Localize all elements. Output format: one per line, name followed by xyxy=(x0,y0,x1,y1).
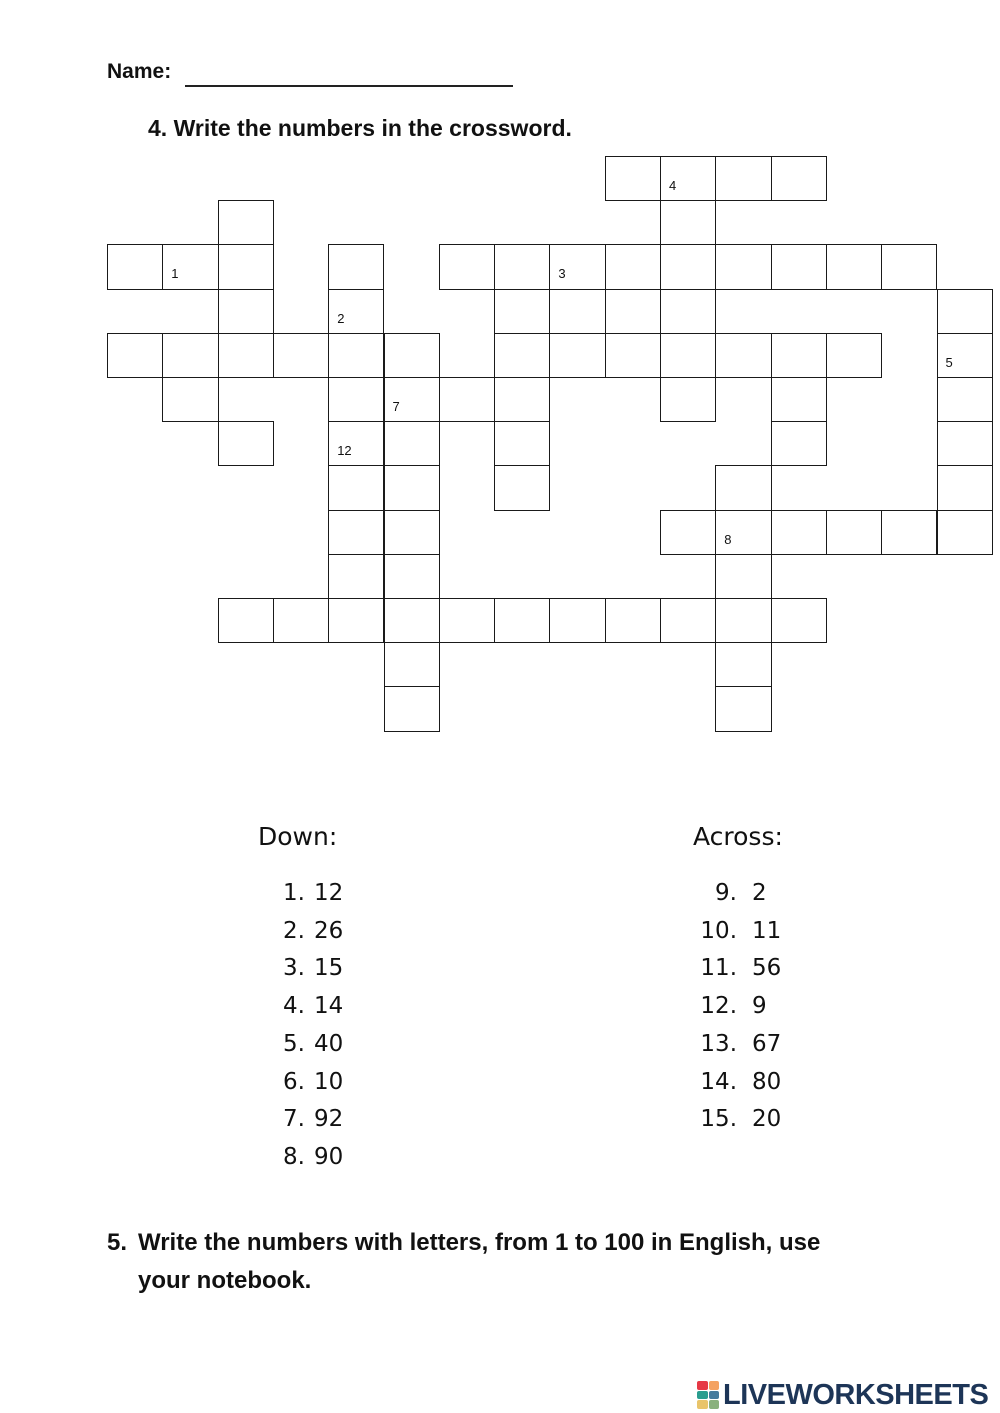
crossword-cell[interactable] xyxy=(937,510,993,555)
logo-square xyxy=(697,1381,708,1390)
across-clue-number: 15. xyxy=(700,1106,737,1133)
crossword-cell[interactable] xyxy=(384,421,440,466)
down-clue-number: 3. xyxy=(283,955,305,982)
down-clues-heading: Down: xyxy=(258,822,338,851)
crossword-cell[interactable] xyxy=(715,465,771,510)
crossword-cell[interactable] xyxy=(715,642,771,687)
crossword-cell[interactable] xyxy=(937,465,993,510)
crossword-cell[interactable] xyxy=(328,510,384,555)
across-clue-value: 11 xyxy=(752,917,782,944)
crossword-cell[interactable] xyxy=(218,333,274,378)
crossword-clue-number: 8 xyxy=(724,531,732,547)
crossword-cell[interactable] xyxy=(328,465,384,510)
crossword-cell[interactable] xyxy=(494,465,550,510)
logo-square xyxy=(709,1400,720,1409)
crossword-clue-number: 7 xyxy=(392,399,400,414)
crossword-cell[interactable] xyxy=(715,156,771,201)
crossword-cell[interactable] xyxy=(826,510,882,555)
crossword-cell[interactable] xyxy=(660,598,716,643)
crossword-cell[interactable] xyxy=(218,598,274,643)
crossword-cell[interactable] xyxy=(218,421,274,466)
crossword-clue-number: 12 xyxy=(337,443,352,459)
crossword-cell[interactable] xyxy=(494,244,550,289)
crossword-cell[interactable] xyxy=(328,289,384,334)
crossword-clue-number: 3 xyxy=(558,266,566,282)
crossword-cell[interactable] xyxy=(715,510,771,555)
crossword-cell[interactable] xyxy=(328,333,384,378)
crossword-cell[interactable] xyxy=(328,377,384,422)
crossword-clue-number: 5 xyxy=(945,354,953,370)
down-clue-value: 92 xyxy=(314,1106,344,1133)
across-clue-number: 11. xyxy=(700,955,737,982)
across-clue-number: 13. xyxy=(700,1030,737,1057)
crossword-cell[interactable] xyxy=(660,156,716,201)
crossword-cell[interactable] xyxy=(384,554,440,599)
crossword-cell[interactable] xyxy=(107,333,163,378)
crossword-cell[interactable] xyxy=(549,289,605,334)
down-clue-value: 15 xyxy=(314,955,344,982)
crossword-cell[interactable] xyxy=(605,244,661,289)
crossword-cell[interactable] xyxy=(384,377,440,422)
down-clue-number: 6. xyxy=(283,1068,305,1095)
crossword-cell[interactable] xyxy=(439,377,495,422)
across-clue-number: 14. xyxy=(700,1068,737,1095)
crossword-cell[interactable] xyxy=(384,598,440,643)
down-clue-number: 8. xyxy=(283,1143,305,1170)
down-clue-number: 5. xyxy=(283,1030,305,1057)
crossword-cell[interactable] xyxy=(715,686,771,731)
crossword-cell[interactable] xyxy=(328,554,384,599)
crossword-cell[interactable] xyxy=(937,289,993,334)
crossword-cell[interactable] xyxy=(937,377,993,422)
crossword-cell[interactable] xyxy=(494,421,550,466)
across-clues-heading: Across: xyxy=(693,822,783,851)
crossword-cell[interactable] xyxy=(162,333,218,378)
logo-square xyxy=(697,1400,708,1409)
logo-square xyxy=(697,1391,708,1400)
crossword-cell[interactable] xyxy=(937,421,993,466)
crossword-cell[interactable] xyxy=(715,598,771,643)
crossword-cell[interactable] xyxy=(660,289,716,334)
crossword-cell[interactable] xyxy=(715,244,771,289)
crossword-clue-number: 2 xyxy=(337,310,345,326)
crossword-cell[interactable] xyxy=(605,156,661,201)
crossword-cell[interactable] xyxy=(328,244,384,289)
crossword-cell[interactable] xyxy=(218,244,274,289)
across-clue-value: 20 xyxy=(752,1106,782,1133)
crossword-cell[interactable] xyxy=(218,289,274,334)
task-4-title: 4. Write the numbers in the crossword. xyxy=(148,115,572,141)
crossword-cell[interactable] xyxy=(771,333,827,378)
task-5-line-2: your notebook. xyxy=(138,1267,312,1294)
crossword-cell[interactable] xyxy=(605,289,661,334)
crossword-cell[interactable] xyxy=(162,244,218,289)
down-clue-value: 14 xyxy=(314,993,344,1020)
down-clue-value: 26 xyxy=(314,917,344,944)
crossword-cell[interactable] xyxy=(273,333,329,378)
down-clue-number: 2. xyxy=(283,917,305,944)
crossword-cell[interactable] xyxy=(660,377,716,422)
crossword-cell[interactable] xyxy=(771,421,827,466)
crossword-cell[interactable] xyxy=(771,510,827,555)
crossword-cell[interactable] xyxy=(660,244,716,289)
liveworksheets-logo-icon xyxy=(697,1381,719,1409)
across-clue-value: 67 xyxy=(752,1030,782,1057)
crossword-cell[interactable] xyxy=(549,598,605,643)
crossword-cell[interactable] xyxy=(715,554,771,599)
crossword-clue-number: 4 xyxy=(669,178,677,193)
crossword-cell[interactable] xyxy=(328,421,384,466)
logo-square xyxy=(709,1381,720,1390)
crossword-cell[interactable] xyxy=(494,377,550,422)
crossword-cell[interactable] xyxy=(771,598,827,643)
crossword-cell[interactable] xyxy=(771,244,827,289)
liveworksheets-logo xyxy=(697,1377,988,1413)
task-5-instructions xyxy=(107,1224,927,1300)
across-clue-number: 9. xyxy=(715,880,737,906)
crossword-cell[interactable] xyxy=(384,642,440,687)
down-clue-value: 40 xyxy=(314,1030,344,1057)
crossword-cell[interactable] xyxy=(439,598,495,643)
crossword-cell[interactable] xyxy=(162,377,218,422)
crossword-clue-number: 1 xyxy=(171,266,179,282)
crossword-cell[interactable] xyxy=(328,598,384,643)
across-clue-number: 12. xyxy=(700,993,737,1020)
crossword-cell[interactable] xyxy=(937,333,993,378)
crossword-cell[interactable] xyxy=(660,510,716,555)
name-label: Name: xyxy=(107,60,172,83)
crossword-cell[interactable] xyxy=(384,465,440,510)
task-5-line-1: Write the numbers with letters, from 1 to 100 in English, use xyxy=(138,1229,821,1256)
crossword-cell[interactable] xyxy=(605,333,661,378)
crossword-cell[interactable] xyxy=(715,333,771,378)
down-clue-number: 4. xyxy=(283,993,305,1020)
down-clue-number: 7. xyxy=(283,1106,305,1133)
across-clue-value: 80 xyxy=(752,1068,782,1095)
crossword-cell[interactable] xyxy=(549,244,605,289)
crossword-cell[interactable] xyxy=(107,244,163,289)
across-clue-value: 9 xyxy=(752,993,767,1020)
crossword-cell[interactable] xyxy=(384,333,440,378)
crossword-cell[interactable] xyxy=(439,244,495,289)
crossword-cell[interactable] xyxy=(494,333,550,378)
crossword-cell[interactable] xyxy=(384,510,440,555)
crossword-cell[interactable] xyxy=(826,244,882,289)
crossword-cell[interactable] xyxy=(273,598,329,643)
crossword-cell[interactable] xyxy=(660,333,716,378)
crossword-cell[interactable] xyxy=(826,333,882,378)
crossword-cell[interactable] xyxy=(660,200,716,245)
crossword-cell[interactable] xyxy=(771,377,827,422)
crossword-cell[interactable] xyxy=(605,598,661,643)
liveworksheets-logo-text: LIVEWORKSHEETS xyxy=(723,1378,989,1411)
down-clue-value: 90 xyxy=(314,1143,344,1170)
down-clue-value: 10 xyxy=(314,1068,344,1095)
down-clue-value: 12 xyxy=(314,880,344,906)
crossword-cell[interactable] xyxy=(494,598,550,643)
crossword-cell[interactable] xyxy=(549,333,605,378)
crossword-cell[interactable] xyxy=(384,686,440,731)
crossword-cell[interactable] xyxy=(494,289,550,334)
across-clue-value: 56 xyxy=(752,955,782,982)
crossword-cell[interactable] xyxy=(881,510,937,555)
down-clue-number: 1. xyxy=(283,880,305,906)
across-clue-number: 10. xyxy=(700,917,737,944)
logo-square xyxy=(709,1391,720,1400)
crossword-cell[interactable] xyxy=(881,244,937,289)
crossword-cell[interactable] xyxy=(218,200,274,245)
crossword-cell[interactable] xyxy=(771,156,827,201)
task-5-number: 5. xyxy=(107,1229,128,1256)
across-clue-value: 2 xyxy=(752,880,767,906)
